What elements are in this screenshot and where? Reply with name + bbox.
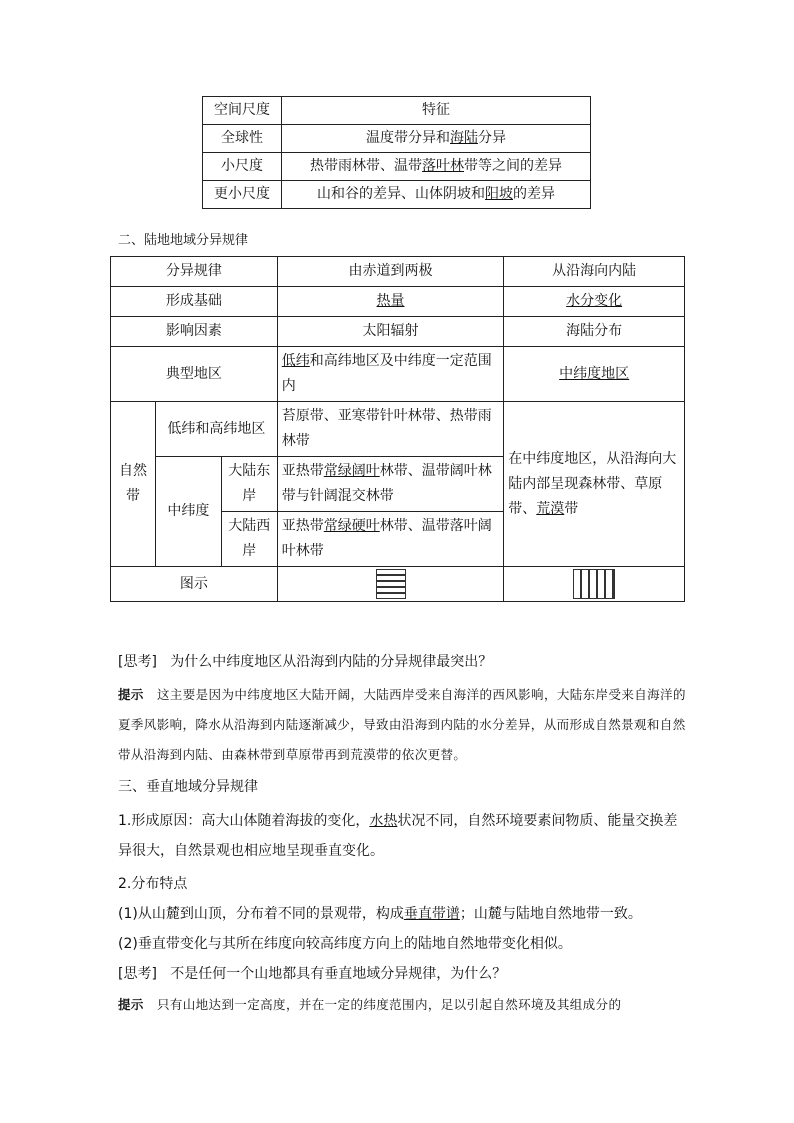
table-cell bbox=[282, 181, 591, 209]
section-heading: 二、陆地地域分异规律 bbox=[118, 233, 249, 248]
spatial-scale-table bbox=[202, 96, 591, 209]
hint-label: 提示 bbox=[118, 687, 144, 702]
underlined-term: 热量 bbox=[376, 293, 405, 309]
table-cell bbox=[504, 567, 685, 602]
table-row bbox=[203, 181, 591, 209]
table-cell: 大陆西岸 bbox=[221, 512, 277, 567]
think-label: [思考] bbox=[118, 966, 157, 982]
table-cell bbox=[282, 153, 591, 181]
hint-label: 提示 bbox=[118, 997, 144, 1012]
paragraph: 2.分布特点 bbox=[118, 876, 188, 892]
text-run: (1)从山麓到山顶，分布着不同的景观带，构成 bbox=[118, 906, 404, 922]
table-cell: 影响因素 bbox=[111, 317, 278, 347]
table-cell: 苔原带、亚寒带针叶林带、热带雨林带 bbox=[277, 402, 504, 457]
table-row bbox=[111, 567, 685, 602]
hint-paragraph bbox=[118, 680, 686, 770]
table-cell: 大陆东岸 bbox=[221, 457, 277, 512]
paragraph bbox=[118, 806, 686, 866]
text-run: 带 bbox=[564, 500, 579, 517]
table-row bbox=[111, 347, 685, 402]
text-run: 的差异 bbox=[513, 186, 555, 202]
table-cell bbox=[277, 287, 504, 317]
hint-text: 只有山地达到一定高度，并在一定的纬度范围内，足以引起自然环境及其组成分的 bbox=[156, 997, 622, 1012]
table-cell: 形成基础 bbox=[111, 287, 278, 317]
think-question bbox=[118, 964, 506, 984]
paragraph: (2)垂直带变化与其所在纬度向较高纬度方向上的陆地自然地带变化相似。 bbox=[118, 936, 572, 952]
horizontal-stripes-icon bbox=[376, 569, 406, 599]
underlined-term: 低纬 bbox=[281, 353, 310, 369]
text-run: 和高纬地区及中纬度一定范围内 bbox=[281, 353, 492, 394]
paragraph bbox=[118, 904, 642, 924]
underlined-term: 落叶林 bbox=[422, 158, 464, 174]
underlined-term: 常绿阔叶 bbox=[323, 463, 380, 479]
underlined-term: 垂直带谱 bbox=[403, 906, 460, 922]
text-run: 林带、温带阔叶林带与针阔混交林带 bbox=[281, 463, 492, 504]
table-cell: 全球性 bbox=[203, 125, 282, 153]
table-cell bbox=[277, 457, 504, 512]
table-cell: 中纬度 bbox=[155, 457, 221, 567]
text-run: 分异 bbox=[478, 130, 506, 146]
text-run: 林带、温带落叶阔叶林带 bbox=[281, 518, 492, 559]
text-run: 带等之间的差异 bbox=[464, 158, 562, 174]
section-heading: 三、垂直地域分异规律 bbox=[118, 779, 258, 795]
land-zonation-table bbox=[110, 256, 685, 602]
table-cell: 太阳辐射 bbox=[277, 317, 504, 347]
underlined-term: 常绿硬叶 bbox=[323, 518, 380, 534]
table-row bbox=[203, 97, 591, 125]
table-cell bbox=[277, 512, 504, 567]
text-run: 在中纬度地区，从沿海向大陆内部呈现森林带、草原带、 bbox=[508, 450, 677, 517]
underlined-term: 海陆 bbox=[450, 130, 478, 146]
underlined-term: 中纬度地区 bbox=[559, 365, 630, 382]
hint-text: 这主要是因为中纬度地区大陆开阔，大陆西岸受来自海洋的西风影响，大陆东岸受来自海洋的夏季风影响，降水从沿海到内陆逐渐减少，导致由沿海到内陆的水分差异，从而形成自然景观和自然带从沿海到内陆、由森林带到草原带再到荒漠带的依次更替。 bbox=[118, 687, 686, 762]
text-run: 1.形成原因：高大山体随着海拔的变化， bbox=[118, 813, 370, 829]
table-header: 从沿海向内陆 bbox=[504, 257, 685, 287]
question-text: 不是任何一个山地都具有垂直地域分异规律，为什么？ bbox=[170, 966, 507, 982]
table-header: 特征 bbox=[282, 97, 591, 125]
underlined-term: 阳坡 bbox=[485, 186, 513, 202]
table-header: 分异规律 bbox=[111, 257, 278, 287]
underlined-term: 水分变化 bbox=[566, 293, 623, 309]
vertical-stripes-icon bbox=[573, 569, 615, 599]
table-cell bbox=[504, 347, 685, 402]
table-cell: 小尺度 bbox=[203, 153, 282, 181]
hint-paragraph bbox=[118, 990, 686, 1020]
table-cell: 典型地区 bbox=[111, 347, 278, 402]
table-header: 空间尺度 bbox=[203, 97, 282, 125]
table-row bbox=[203, 153, 591, 181]
table-header: 由赤道到两极 bbox=[277, 257, 504, 287]
table-cell: 低纬和高纬地区 bbox=[155, 402, 277, 457]
table-cell: 图示 bbox=[111, 567, 278, 602]
table-cell bbox=[282, 125, 591, 153]
table-cell: 更小尺度 bbox=[203, 181, 282, 209]
table-cell bbox=[504, 402, 685, 567]
text-run: 山和谷的差异、山体阴坡和 bbox=[317, 186, 485, 202]
underlined-term: 水热 bbox=[369, 813, 398, 829]
text-run: 亚热带 bbox=[281, 463, 324, 479]
table-row bbox=[203, 125, 591, 153]
table-row bbox=[111, 287, 685, 317]
underlined-term: 荒漠 bbox=[536, 500, 565, 517]
text-run: 状况不同，自然环境要素间物质、能量交换差异很大，自然景观也相应地呈现垂直变化。 bbox=[118, 813, 678, 859]
text-run: ；山麓与陆地自然地带一致。 bbox=[459, 906, 642, 922]
table-cell bbox=[277, 567, 504, 602]
table-row bbox=[111, 257, 685, 287]
think-question bbox=[118, 652, 492, 672]
table-row bbox=[111, 402, 685, 457]
table-cell bbox=[277, 347, 504, 402]
think-label: [思考] bbox=[118, 654, 157, 670]
table-cell: 自然带 bbox=[111, 402, 156, 567]
table-cell bbox=[504, 287, 685, 317]
question-text: 为什么中纬度地区从沿海到内陆的分异规律最突出？ bbox=[170, 654, 493, 670]
table-row bbox=[111, 317, 685, 347]
table-cell: 海陆分布 bbox=[504, 317, 685, 347]
text-run: 亚热带 bbox=[281, 518, 324, 534]
text-run: 温度带分异和 bbox=[366, 130, 450, 146]
text-run: 热带雨林带、温带 bbox=[310, 158, 422, 174]
